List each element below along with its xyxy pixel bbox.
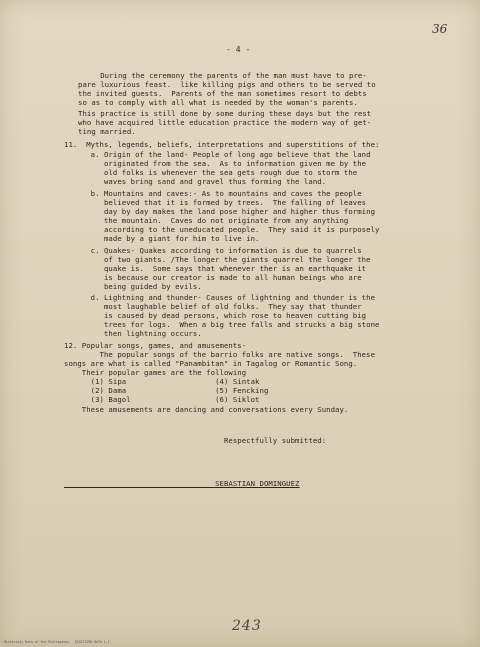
text-line: originated from the sea. As to information given me by the xyxy=(64,159,367,168)
text-line: then lightning occurs. xyxy=(64,329,202,338)
section-heading: 11. Myths, legends, beliefs, interpretations and superstitions of the: xyxy=(64,140,380,149)
text-line: most laughable belief of old folks. They say that thunder xyxy=(64,302,362,311)
text-line: the invited guests. Parents of the man sometimes resort to debts xyxy=(78,89,367,98)
text-line: d. Lightning and thunder- Causes of lightning and thunder is the xyxy=(64,293,376,302)
text-line: made by a giant for him to live in. xyxy=(64,234,260,243)
games-row: (2) Dama (5) Fencking xyxy=(64,386,269,395)
text-line: c. Quakes- Quakes according to information is due to quarrels xyxy=(64,246,362,255)
section-heading: 12. Popular songs, games, and amusements- xyxy=(64,341,247,350)
text-line: quake is. Some says that whenever ther is an earthquake it xyxy=(64,264,367,273)
text-line: This practice is still done by some during these days but the rest xyxy=(78,109,372,118)
page-number: - 4 - xyxy=(226,45,251,54)
text-line: who have acquired little education practice the modern way of get- xyxy=(78,118,372,127)
page-corner-number: 36 xyxy=(432,22,448,36)
text-line: These amusements are dancing and conversations every Sunday. xyxy=(64,405,349,414)
text-line: believed that it is formed by trees. The falling of leaves xyxy=(64,198,367,207)
text-line: b. Mountains and caves:- As to mountains and caves the people xyxy=(64,189,362,198)
games-row: (1) Sipa (4) Sintak xyxy=(64,377,260,386)
games-row: (3) Bagol (6) Siklot xyxy=(64,395,260,404)
text-line: day by day makes the land pose higher and higher thus forming xyxy=(64,207,376,216)
text-line: The popular songs of the barrio folks are native songs. These xyxy=(64,350,376,359)
bottom-stamp-number: 243 xyxy=(232,618,262,634)
closing-line: Respectfully submitted: xyxy=(64,436,327,445)
text-line: so as to comply with all what is needed by the woman's parents. xyxy=(78,98,358,107)
text-line: trees for logs. When a big tree falls and strucks a big stone xyxy=(64,320,380,329)
text-line: of two giants. /The longer the giants quarrel the longer the xyxy=(64,255,371,264)
text-line: according to the uneducated people. They said it is purposely xyxy=(64,225,380,234)
text-line: old folks is whenever the sea gets rough due to storm the xyxy=(64,168,358,177)
text-line: is caused by dead persons, which rose to heaven cutting big xyxy=(64,311,367,320)
text-line: is because our creator is made to all human beings who are xyxy=(64,273,362,282)
text-line: the mountain. Caves do not originate from any anything xyxy=(64,216,349,225)
text-line: ting married. xyxy=(78,127,136,136)
text-line: waves bring sand and gravel thus forming the land. xyxy=(64,177,327,186)
text-line: During the ceremony the parents of the man must have to pre- xyxy=(78,71,367,80)
text-line: songs are what is called "Panambitan" in Tagalog or Romantic Song. xyxy=(64,359,358,368)
text-line: being guided by evils. xyxy=(64,282,202,291)
text-line: Their popular games are the following xyxy=(64,368,247,377)
text-line: a. Origin of the land- People of long ago believe that the land xyxy=(64,150,371,159)
footer-note: Historical Data of the Philippines DIGITIZED DATA 1-1 xyxy=(4,640,110,644)
text-line: pare luxurious feast. like killing pigs and others to be served to xyxy=(78,80,376,89)
signature-name: SEBASTIAN DOMINGUEZ xyxy=(64,479,300,488)
